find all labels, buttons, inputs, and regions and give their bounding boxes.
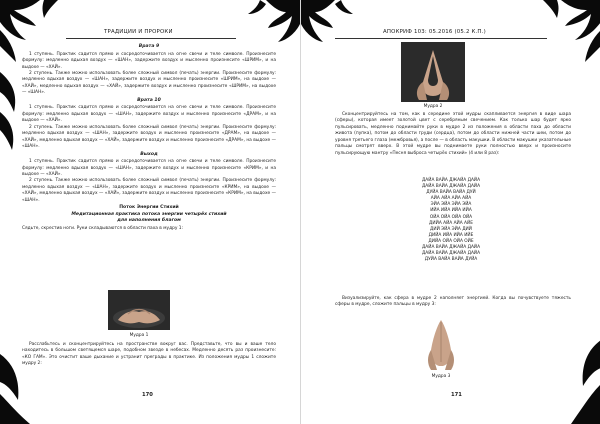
header-rule	[66, 38, 236, 39]
practice-subtitle-2: для наполнения благом	[117, 218, 181, 224]
running-head-right: АПОКРИФ 103: 05.2016 (05.2 К.П.)	[383, 29, 486, 35]
mudra-3-photo	[423, 316, 459, 370]
mantra-line: ДИЙА ИЙА ИЙА ИЙЕ	[428, 232, 474, 238]
section-title: Врата 9	[138, 44, 160, 49]
mantra-block	[375, 178, 527, 263]
mantra-line: ДАЙА ВАЙА ДЖАЙА ДАЙА	[421, 245, 481, 251]
mantra-line: ДИЙА ОЙА ОЙА ОЙЕ	[428, 238, 474, 244]
header-rule	[335, 38, 547, 39]
right-body-1	[335, 112, 571, 157]
tribal-ornament-side-left	[0, 72, 22, 152]
tribal-ornament-top-center-right	[301, 0, 361, 55]
paragraph: 2 ступень. Также можно использовать более сложный символ (печать) энергии. Произнесите формулу: медленно вдыхая воздух — «ШАН», задержите воздух и мысленно произнесите «ДРАМ», на выдохе — «ХАЙ», медленно вдыхая воздух — «ХАЙ», задержите воздух и мысленно произнесите «ДРАМ», на выдохе — «ШАН».	[22, 124, 276, 150]
tribal-ornament-bottom-right	[563, 340, 600, 424]
practice-subtitle: Медитационная практика потока энергии четырёх стихий	[71, 211, 227, 217]
paragraph: 1 ступень. Практик садится прямо и сосредоточивается на огне свечи и теле символе. Произнесите формулу: медленно вдыхая воздух — «ШАН», задержите воздух и мысленно произнесите «ШРИМ», и на выдохе — «ХАЙ».	[22, 51, 276, 70]
mudra-2-photo	[401, 42, 465, 102]
mantra-line: ДАЙА ВАЙА ДЖАЙА ДАЙА	[421, 184, 481, 190]
right-body-2	[335, 296, 571, 309]
mantra-line: ДУЙА ВАЙА ВАЙА ДУЙ	[426, 190, 476, 196]
mantra-line: ДАЙА ВАЙА ДЖАЙА ДАЙА	[421, 251, 481, 257]
mudra-3-caption: Мудра 3	[431, 374, 451, 379]
paragraph: 1 ступень. Практик садится прямо и сосредоточивается на огне свечи и теле символе. Произнесите формулу: медленно вдыхая воздух — «ШАН», задержите воздух и мысленно произнесите «ДРАМ», и на выдохе — «ХАЙ».	[22, 105, 276, 124]
mudra-1-caption: Мудра 1	[129, 333, 149, 338]
mantra-line: ЭЙА ЭЙА ЭЙА ЭЙА	[430, 202, 472, 208]
mantra-line: ДАЙА ВАЙА ДЖАЙА ДАЙА	[421, 178, 481, 183]
left-body	[22, 43, 276, 232]
paragraph: Расслабьтесь и сконцентрируйтесь на пространстве вокруг вас. Представьте, что вы и ваше тело находитесь в большом светящемся шаре, подобном звезде в небесах. Медленно десять раз произнесите: «КО ГАМ». Это очистит ваше дыхание и устранит преграды в практике. Из положения мудры 1 сложите мудру 2:	[22, 342, 276, 367]
paragraph: 2 ступень. Также можно использовать более сложный символ (печать) энергии. Произнесите формулу: медленно вдыхая воздух — «ШАН», задержите воздух и мысленно произнесите «КРИМ», на выдохе — «ХАЙ», медленно вдыхая воздух — «ХАЙ», задержите воздух и мысленно произнесите «КРИМ», на выдохе — «ШАН».	[22, 178, 276, 203]
intro-text: Сядьте, скрестив ноги. Руки складываются в области паха в мудру 1:	[22, 225, 184, 231]
mantra-line: АЙА АЙА АЙА АЙА	[430, 196, 472, 202]
practice-title: Поток Энергии Стихий	[119, 205, 179, 211]
mudra-2-caption: Мудра 2	[423, 104, 443, 109]
mantra-line: ДИЙА АЙА АЙА АЙЕ	[429, 220, 473, 226]
section-title: Выход	[140, 151, 158, 157]
right-page	[300, 0, 600, 424]
page-number-left: 170	[142, 392, 153, 398]
mudra-1-photo	[108, 290, 170, 330]
mantra-line: ДИЙ ЭЙА ЭЙА ДИЙ	[430, 226, 472, 232]
paragraph: 1 ступень. Практик садится прямо и сосредоточивается на огне свечи и теле символе. Произнесите формулу: медленно вдыхая воздух — «ШАН», задержите воздух и мысленно произнесите «КРИМ», и на выдохе — «ХАЙ».	[22, 159, 276, 178]
running-head-left: ТРАДИЦИИ И ПРОРОКИ	[104, 29, 173, 35]
mantra-line: ДУЙА ВАЙА ВАЙА ДУЙА	[424, 257, 478, 263]
mantra-line: ИЙА ИЙА ИЙА ИЙА	[430, 208, 472, 214]
mantra-line: ОЙА ОЙА ОЙА ОЙА	[429, 214, 473, 220]
page-number-right: 171	[451, 392, 462, 398]
paragraph: Сконцентрируйтесь на том, как в середине этой мудры скапливается энергия в виде шара (сферы), которая имеет золотой цвет с серебряным свечением. Как только шар будет ярко пульсировать, медленно поднимайте руки в мудре 2 из положения в области паха до области живота (пупка), потом до области груди (сердца), потом до области нижней части шеи, потом до уровня третьего глаза (межбровья), а после — в область макушки. В области макушки указательные пальцы смотрят вверх. В этой мудре вы поднимаете руки полностью вверх и произносите пульсирующую мантру «Песня выброса четырёх стихий» (4 или 8 раз):	[335, 112, 571, 156]
paragraph: 2 ступень. Также можно использовать более сложный символ (печать) энергии. Произнесите формулу: медленно вдыхая воздух — «ШАН», задержите воздух и мысленно произнесите «ШРИМ», на выдохе — «ХАЙ», медленно вдыхая воздух — «ХАЙ», задержите воздух и мысленно произнесите «ШРИМ», на выдохе — «ШАН».	[22, 70, 276, 96]
closing-text	[22, 342, 276, 368]
paragraph: Визуализируйте, как сфера в мудре 2 наполняет энергией. Когда вы почувствуете тяжесть сферы в мудре, сложите пальцы в мудру 3:	[335, 296, 571, 308]
section-title: Врата 10	[137, 97, 161, 103]
tribal-ornament-top-right	[531, 0, 600, 70]
